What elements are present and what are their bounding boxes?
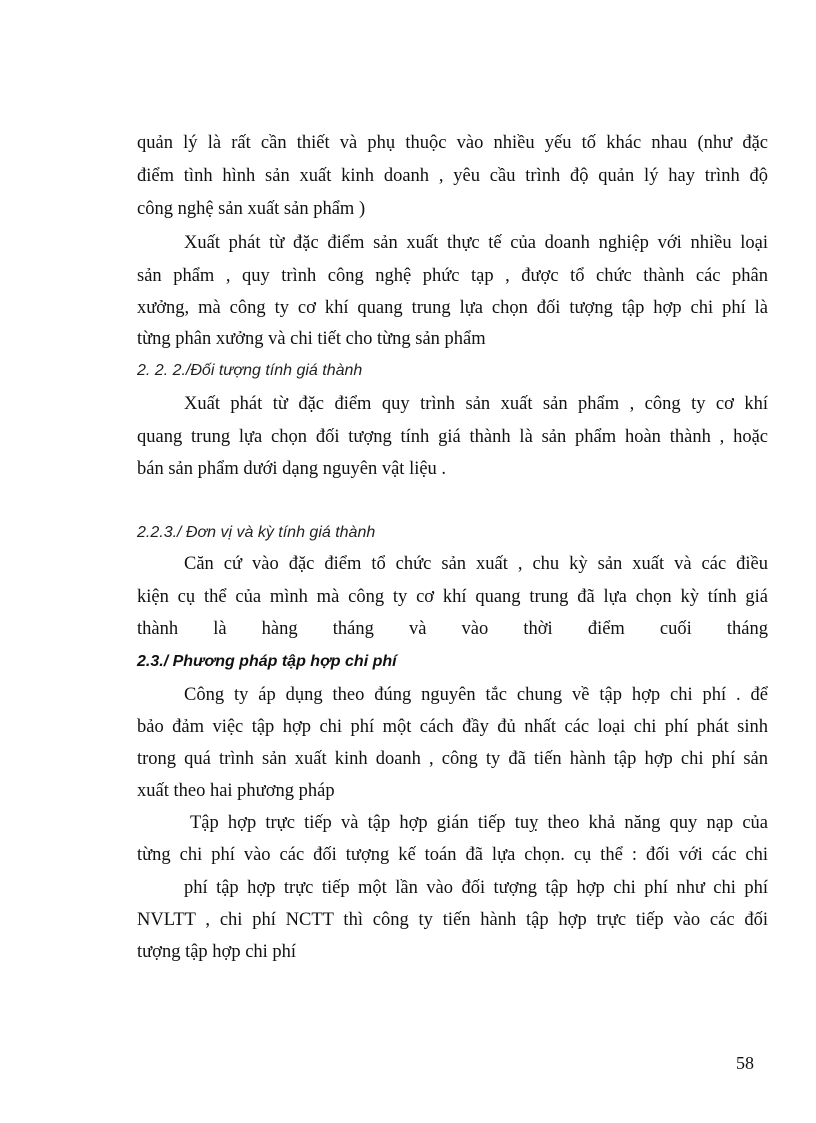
text-line: trong quá trình sản xuất kinh doanh , công ty đã tiến hành tập hợp chi phí sản	[137, 749, 768, 769]
text-line: từng phân xưởng và chi tiết cho từng sản phẩm	[137, 329, 486, 349]
text-line: kiện cụ thể của mình mà công ty cơ khí quang trung đã lựa chọn kỳ tính giá	[137, 587, 768, 607]
text-line: bảo đảm việc tập hợp chi phí một cách đầy đủ nhất các loại chi phí phát sinh	[137, 717, 768, 737]
text-line: Công ty áp dụng theo đúng nguyên tắc chung về tập hợp chi phí . để	[184, 685, 768, 705]
text-line: NVLTT , chi phí NCTT thì công ty tiến hành tập hợp trực tiếp vào các đối	[137, 910, 768, 930]
text-line: tượng tập hợp chi phí	[137, 942, 297, 962]
text-line: điểm tình hình sản xuất kinh doanh , yêu cầu trình độ quản lý hay trình độ	[137, 166, 768, 186]
section-heading: 2. 2. 2./Đối tượng tính giá thành	[137, 362, 363, 379]
text-line: phí tập hợp trực tiếp một lần vào đối tượng tập hợp chi phí như chi phí	[184, 878, 768, 898]
page-number: 58	[736, 1053, 754, 1073]
text-line: Xuất phát từ đặc điểm quy trình sản xuất sản phẩm , công ty cơ khí	[184, 394, 768, 414]
text-line: xuất theo hai phương pháp	[137, 781, 335, 801]
text-line: Căn cứ vào đặc điểm tổ chức sản xuất , chu kỳ sản xuất và các điều	[184, 554, 768, 574]
text-line: quản lý là rất cần thiết và phụ thuộc vào nhiều yếu tố khác nhau (như đặc	[137, 133, 768, 153]
text-line: công nghệ sản xuất sản phẩm )	[137, 199, 366, 219]
text-line: xưởng, mà công ty cơ khí quang trung lựa chọn đối tượng tập hợp chi phí là	[137, 298, 768, 318]
section-heading: 2.2.3./ Đơn vị và kỳ tính giá thành	[137, 524, 376, 541]
text-line: bán sản phẩm dưới dạng nguyên vật liệu .	[137, 459, 447, 479]
text-line: quang trung lựa chọn đối tượng tính giá thành là sản phẩm hoàn thành , hoặc	[137, 427, 768, 447]
text-line: Xuất phát từ đặc điểm sản xuất thực tế của doanh nghiệp với nhiều loại	[184, 233, 768, 253]
text-line: sản phẩm , quy trình công nghệ phức tạp , được tổ chức thành các phân	[137, 266, 768, 286]
text-line: Tập hợp trực tiếp và tập hợp gián tiếp tuỵ theo khả năng quy nạp của	[190, 813, 768, 833]
text-line: thành là hàng tháng và vào thời điểm cuối tháng	[137, 619, 768, 639]
section-heading: 2.3./ Phương pháp tập hợp chi phí	[137, 653, 397, 670]
text-line: từng chi phí vào các đối tượng kế toán đã lựa chọn. cụ thể : đối với các chi	[137, 845, 768, 865]
